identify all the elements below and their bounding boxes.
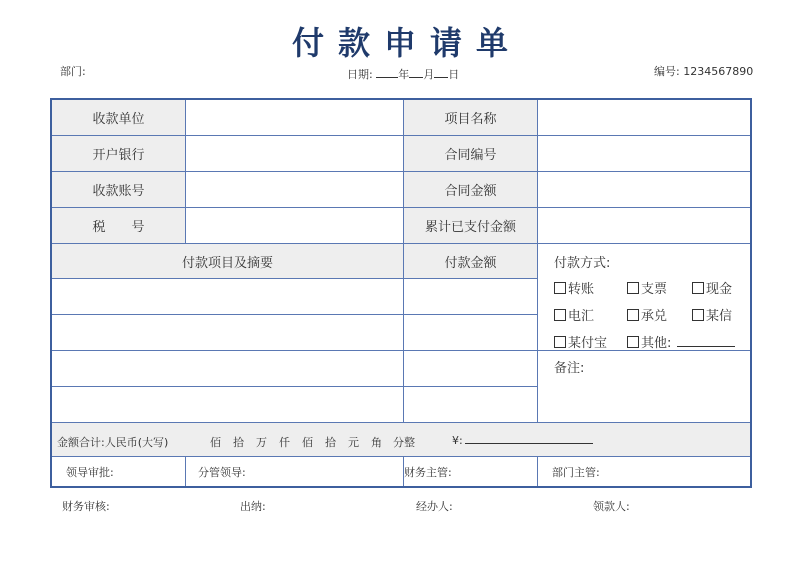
items-header: 付款项目及摘要 <box>181 255 273 271</box>
option-wechat[interactable] <box>692 305 732 324</box>
date-label: 日期: <box>347 68 373 81</box>
amount-header-cell <box>404 244 538 279</box>
unit-jiao: 角 <box>371 436 382 449</box>
payee-input[interactable] <box>186 100 404 136</box>
contract-no-label-cell <box>404 136 538 172</box>
project-name-label: 项目名称 <box>444 112 497 127</box>
item-row-3[interactable] <box>52 351 404 387</box>
tax-label-cell <box>52 208 186 244</box>
yen-field[interactable] <box>452 434 593 447</box>
account-input[interactable] <box>186 172 404 208</box>
payment-method-label: 付款方式: <box>554 256 611 271</box>
remark-label: 备注: <box>554 361 585 376</box>
option-other[interactable] <box>627 332 735 351</box>
items-header-cell <box>52 244 404 279</box>
item-row-1[interactable] <box>52 279 404 315</box>
approval-division-label: 分管领导: <box>198 465 246 479</box>
bank-label: 开户银行 <box>92 148 145 163</box>
unit-shi: 拾 <box>233 436 244 449</box>
payment-form-table <box>50 98 752 488</box>
approval-leader-label: 领导审批: <box>66 465 114 479</box>
checkbox-icon <box>554 282 566 294</box>
remark-cell[interactable] <box>538 351 750 423</box>
unit-yuan: 元 <box>348 436 359 449</box>
paid-total-label: 累计已支付金额 <box>424 220 516 235</box>
option-cash-label: 现金 <box>706 282 733 297</box>
checkbox-icon <box>554 309 566 321</box>
option-alipay-label: 某付宝 <box>568 336 608 351</box>
option-transfer[interactable] <box>554 278 594 297</box>
paid-total-label-cell <box>404 208 538 244</box>
checkbox-icon <box>692 309 704 321</box>
approval-finance-label: 财务主管: <box>404 465 452 479</box>
amount-row-1[interactable] <box>404 279 538 315</box>
option-other-label: 其他: <box>641 336 672 351</box>
option-wire[interactable] <box>554 305 594 324</box>
month-blank[interactable] <box>409 77 423 78</box>
payee-label: 收款单位 <box>92 112 145 127</box>
tax-label: 税 号 <box>92 220 145 235</box>
account-label: 收款账号 <box>92 184 145 199</box>
payee-label-cell <box>52 100 186 136</box>
unit-wan: 万 <box>256 436 267 449</box>
department-label: 部门: <box>60 65 86 78</box>
project-name-label-cell <box>404 100 538 136</box>
contract-amount-label: 合同金额 <box>444 184 497 199</box>
tax-input[interactable] <box>186 208 404 244</box>
unit-bai-2: 佰 <box>302 436 313 449</box>
option-check[interactable] <box>627 278 667 297</box>
month-label: 月 <box>423 68 435 81</box>
approval-finance-cell[interactable] <box>404 457 538 486</box>
unit-fen: 分整 <box>393 436 415 449</box>
number-label: 编号: <box>654 65 680 78</box>
contract-no-label: 合同编号 <box>444 148 497 163</box>
option-acceptance[interactable] <box>627 305 667 324</box>
form-number <box>654 63 753 79</box>
amount-row-4[interactable] <box>404 387 538 423</box>
day-blank[interactable] <box>434 77 448 78</box>
unit-bai: 佰 <box>210 436 221 449</box>
item-row-2[interactable] <box>52 315 404 351</box>
approval-leader-cell[interactable] <box>52 457 186 486</box>
option-cash[interactable] <box>692 278 732 297</box>
bank-input[interactable] <box>186 136 404 172</box>
year-label: 年 <box>398 68 410 81</box>
option-wire-label: 电汇 <box>568 309 595 324</box>
bank-label-cell <box>52 136 186 172</box>
other-blank[interactable] <box>677 346 735 347</box>
contract-no-input[interactable] <box>538 136 750 172</box>
yen-label: ¥: <box>452 434 463 447</box>
unit-qian: 仟 <box>279 436 290 449</box>
checkbox-icon <box>692 282 704 294</box>
option-transfer-label: 转账 <box>568 282 595 297</box>
option-alipay[interactable] <box>554 332 607 351</box>
option-check-label: 支票 <box>641 282 668 297</box>
date-field[interactable] <box>347 66 459 82</box>
paid-total-input[interactable] <box>538 208 750 244</box>
project-name-input[interactable] <box>538 100 750 136</box>
footer-cashier: 出纳: <box>240 500 266 513</box>
checkbox-icon <box>627 282 639 294</box>
yen-blank[interactable] <box>465 443 593 444</box>
footer-handler: 经办人: <box>416 500 453 513</box>
approval-dept-cell[interactable] <box>538 457 750 486</box>
total-label: 金额合计:人民币(大写) <box>57 436 169 449</box>
form-title: 付款申请单 <box>291 24 522 62</box>
footer-finance-review: 财务审核: <box>62 500 110 513</box>
day-label: 日 <box>448 68 460 81</box>
checkbox-icon <box>554 336 566 348</box>
item-row-4[interactable] <box>52 387 404 423</box>
checkbox-icon <box>627 309 639 321</box>
amount-row-3[interactable] <box>404 351 538 387</box>
number-value: 1234567890 <box>683 65 754 78</box>
footer-receiver: 领款人: <box>593 500 630 513</box>
account-label-cell <box>52 172 186 208</box>
unit-shi-2: 拾 <box>325 436 336 449</box>
contract-amount-input[interactable] <box>538 172 750 208</box>
option-wechat-label: 某信 <box>706 309 733 324</box>
option-acceptance-label: 承兑 <box>641 309 668 324</box>
amount-row-2[interactable] <box>404 315 538 351</box>
year-blank[interactable] <box>376 77 398 78</box>
approval-division-cell[interactable] <box>186 457 404 486</box>
contract-amount-label-cell <box>404 172 538 208</box>
approval-dept-label: 部门主管: <box>552 465 600 479</box>
checkbox-icon <box>627 336 639 348</box>
amount-header: 付款金额 <box>444 255 497 271</box>
